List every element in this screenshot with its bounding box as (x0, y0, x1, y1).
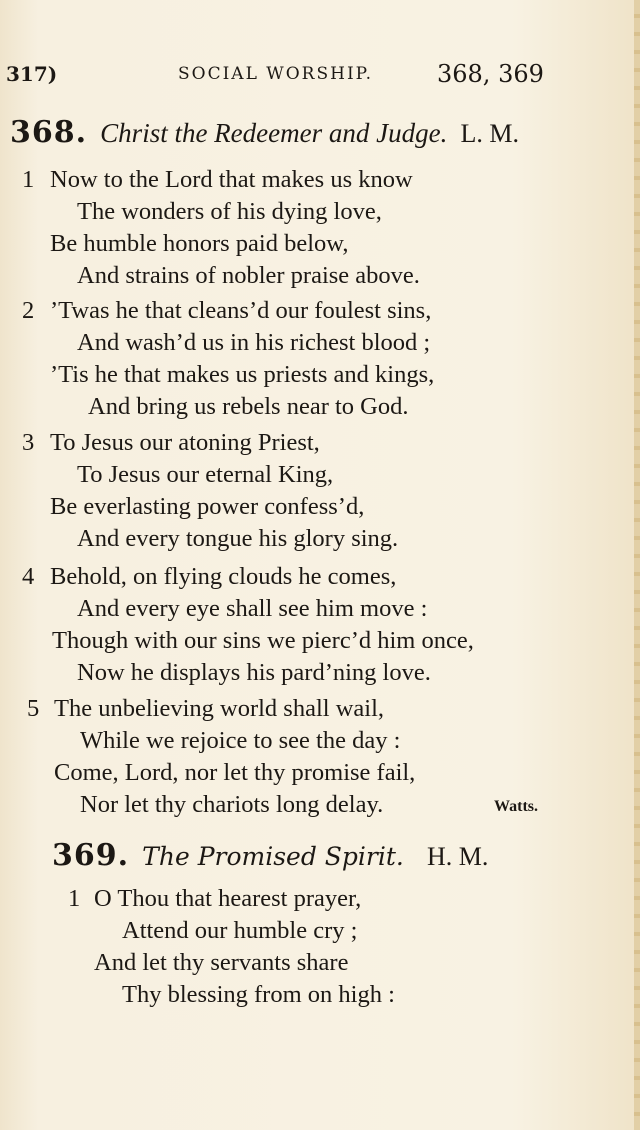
running-header (0, 60, 640, 96)
section-title: SOCIAL WORSHIP. (178, 64, 374, 84)
verse-number: 4 (22, 563, 35, 590)
verse-number: 5 (27, 695, 40, 722)
verse-line: Thy blessing from on high : (122, 981, 395, 1008)
verse-line: Though with our sins we pierc’d him once, (52, 627, 474, 654)
hymn-title: The Promised Spirit. (142, 842, 404, 871)
verse-line: And wash’d us in his richest blood ; (77, 329, 431, 356)
verse-number: 2 (22, 297, 35, 324)
verse-line: O Thou that hearest prayer, (94, 885, 362, 912)
hymn-number: 368. (10, 115, 88, 150)
verse-line: Nor let thy chariots long delay. (80, 791, 384, 818)
verse-line: And let thy servants share (94, 949, 349, 976)
verse-line: The wonders of his dying love, (77, 198, 382, 225)
hymn-title: Christ the Redeemer and Judge. (100, 118, 448, 148)
verse-line: Attend our humble cry ; (122, 917, 358, 944)
verse-line: And every tongue his glory sing. (77, 525, 399, 552)
hymn-number: 369. (52, 838, 130, 873)
hymn-meter: H. M. (426, 842, 489, 871)
verse-number: 3 (22, 429, 35, 456)
verse-line: And strains of nobler praise above. (77, 262, 420, 289)
verse-line: Behold, on flying clouds he comes, (50, 563, 397, 590)
verse-line: The unbelieving world shall wail, (54, 695, 384, 722)
page-edge (634, 0, 640, 1130)
verse-line: While we rejoice to see the day : (80, 727, 401, 754)
verse-line: To Jesus our atoning Priest, (50, 429, 320, 456)
verse-line: And bring us rebels near to God. (88, 393, 409, 420)
hymn-meter: L. M. (460, 119, 519, 148)
verse-line: ’Twas he that cleans’d our foulest sins, (50, 297, 432, 324)
verse-line: To Jesus our eternal King, (77, 461, 334, 488)
hymn-range: 368, 369 (437, 60, 544, 88)
page-number: 317) (6, 62, 58, 86)
verse-line: Come, Lord, nor let thy promise fail, (54, 759, 416, 786)
hymn-368-heading (10, 115, 519, 150)
verse-line: Now to the Lord that makes us know (50, 166, 413, 193)
verse-line: Be everlasting power confess’d, (50, 493, 365, 520)
verse-number: 1 (22, 166, 35, 193)
verse-line: Be humble honors paid below, (50, 230, 349, 257)
hymn-369-heading (52, 838, 488, 873)
verse-line: And every eye shall see him move : (77, 595, 428, 622)
verse-number: 1 (68, 885, 81, 912)
attribution: Watts. (494, 798, 538, 815)
verse-line: Now he displays his pard’ning love. (77, 659, 431, 686)
verse-line: ’Tis he that makes us priests and kings, (50, 361, 435, 388)
